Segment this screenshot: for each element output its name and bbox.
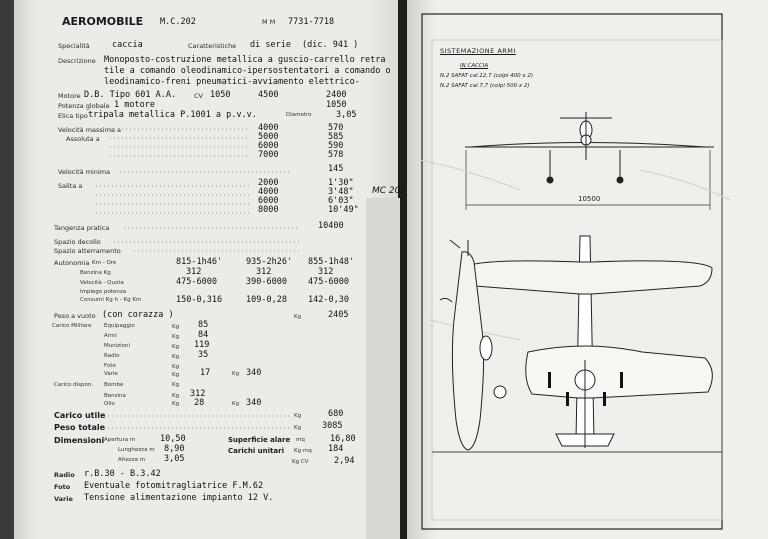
span-dim-label: 10500 <box>578 195 601 203</box>
motore-label: Motore <box>58 92 81 100</box>
kg-unit: Kg <box>294 314 302 320</box>
foto-value: Eventuale fotomitragliatrice F.M.62 <box>84 481 264 491</box>
salita-quota: 8000 <box>258 205 279 215</box>
kg-unit: Kg <box>294 425 302 431</box>
kg-unit: Kg <box>172 382 180 388</box>
militare-row-value: 85 <box>198 320 209 330</box>
peso-totale-value: 3085 <box>322 421 343 431</box>
kg-unit: Kg <box>172 393 180 399</box>
dimensioni-label: Dimensioni <box>54 436 105 445</box>
salita-quota: 6000 <box>258 196 279 206</box>
carico-militare-label: Carico Militare <box>52 323 92 329</box>
salita-tempo: 3'48" <box>328 187 354 197</box>
autonomia-consumi: 150-0,316 <box>176 295 223 305</box>
tangenza-value: 10400 <box>318 221 344 231</box>
olio-value: 28 <box>194 398 205 408</box>
salita-tempo: 1'30" <box>328 178 354 188</box>
impiego-label: Impiego potenza <box>80 289 127 295</box>
militare-row-label: Radio <box>104 353 120 359</box>
motore-m: 2400 <box>326 90 347 100</box>
carico-utile-label: Carico utile <box>54 411 106 420</box>
varie-value: Tensione alimentazione impianto 12 V. <box>84 493 274 503</box>
kg-unit: Kg <box>172 334 180 340</box>
atterramento-label: Spazio atterramento <box>54 247 121 255</box>
sistemazione-title: SISTEMAZIONE ARMI <box>440 47 516 55</box>
kg-unit: Kg <box>294 413 302 419</box>
caratteristiche-note: (dic. 941 ) <box>302 40 359 50</box>
vel-minima-label: Velocità minima <box>58 168 111 176</box>
radio-label: Radio <box>54 471 75 479</box>
autonomia-consumi: 142-0,30 <box>308 295 349 305</box>
specialita-label: Specialità <box>58 42 90 50</box>
velocita-quota: 4000 <box>258 123 279 133</box>
elica-value: tripala metallica P.1001 a p.v.v. <box>88 110 257 120</box>
olio-label: Olio <box>104 401 115 407</box>
vel-minima: 145 <box>328 164 344 174</box>
descrizione-label: Descrizione <box>58 57 96 65</box>
militare-row-value: 35 <box>198 350 209 360</box>
salita-quota: 2000 <box>258 178 279 188</box>
velocita-quota: 7000 <box>258 150 279 160</box>
kg-unit: Kg <box>232 371 240 377</box>
autonomia-km: 855-1h48' <box>308 257 355 267</box>
salita-tempo: 10'49" <box>328 205 359 215</box>
autonomia-km: 935-2h26' <box>246 257 293 267</box>
motore-value: D.B. Tipo 601 A.A. <box>84 90 177 100</box>
carico-dispon-label: Carico dispon. <box>54 382 94 388</box>
descrizione-line-2: tile a comando oleodinamico-ipersostentatori a comando o <box>104 66 391 76</box>
superficie-unit: mq <box>296 437 305 443</box>
kg-unit: Kg <box>232 401 240 407</box>
kg-unit: Kg <box>172 372 180 378</box>
peso-vuoto-note: (con corazza ) <box>102 310 174 320</box>
decollo-label: Spazio decollo <box>54 238 101 246</box>
salita-quota: 4000 <box>258 187 279 197</box>
apertura-label: Apertura m <box>104 437 136 443</box>
lunghezza-label: Lunghezza m <box>118 447 155 453</box>
radio-value: r.B.30 - B.3.42 <box>84 469 161 479</box>
carichi-label: Carichi unitari <box>228 447 284 455</box>
superficie-value: 16,80 <box>330 434 356 444</box>
velocita-quota: 6000 <box>258 141 279 151</box>
velocita-value: 578 <box>328 150 344 160</box>
peso-vuoto-label: Peso a vuoto <box>54 312 96 320</box>
lunghezza-value: 8,90 <box>164 444 185 454</box>
elica-diametro-label: Diametro <box>286 112 312 118</box>
foto-label: Foto <box>54 483 71 491</box>
militare-row-value: 17 <box>200 368 211 378</box>
salita-tempo: 6'03" <box>328 196 354 206</box>
benzina-label: Benzina Kg <box>80 270 111 276</box>
velocita-value: 585 <box>328 132 344 142</box>
militare-row-label: Foto <box>104 363 116 369</box>
velocita-label: Velocità massima a <box>58 126 121 134</box>
armi-line-1: N.2 SAFAT cal.12,7 (colpi 400 x 2) <box>440 73 534 79</box>
velocita-quota: 5000 <box>258 132 279 142</box>
mm-label: M M <box>262 18 276 26</box>
motore-cv-label: CV <box>194 92 203 100</box>
descrizione-line-3: leodinamico-freni pneumatici-avviamento elettrico- <box>104 77 360 87</box>
carichi-value-1: 184 <box>328 444 344 454</box>
consumi-label: Consumi Kg h - Kg Km <box>80 297 142 303</box>
kg-unit: Kg <box>172 401 180 407</box>
potenza-cv: 1050 <box>326 100 347 110</box>
militare-row-label: Armi <box>104 333 117 339</box>
superficie-label: Superficie alare <box>228 436 291 444</box>
caratteristiche-value: di serie <box>250 40 291 50</box>
autonomia-benzina: 312 <box>186 267 202 277</box>
sheet-title: AEROMOBILE <box>62 15 144 28</box>
model-value: M.C.202 <box>160 17 196 27</box>
militare-row-label: Varie <box>104 371 118 377</box>
kg-unit: Kg <box>172 354 180 360</box>
autonomia-consumi: 109-0,28 <box>246 295 287 305</box>
specialita-value: caccia <box>112 40 143 50</box>
velocita-value: 590 <box>328 141 344 151</box>
benzina-value: 312 <box>190 389 206 399</box>
peso-totale-label: Peso totale <box>54 423 106 432</box>
elica-diametro: 3,05 <box>336 110 357 120</box>
assoluta-label: Assoluta a <box>66 135 100 143</box>
autonomia-quota: 475-6000 <box>176 277 217 287</box>
autonomia-quota: 390-6000 <box>246 277 287 287</box>
potenza-label: Potenza globale <box>58 102 110 110</box>
militare-row-label: Equipaggio <box>104 323 135 329</box>
elica-label: Elica tipo <box>58 112 88 120</box>
carichi-unit: Kg mq <box>294 448 312 454</box>
plan-view-aircraft <box>464 236 712 448</box>
autonomia-km: 815-1h46' <box>176 257 223 267</box>
autonomia-benzina: 312 <box>256 267 272 277</box>
kg-unit: Kg <box>172 344 180 350</box>
velocita-value: 570 <box>328 123 344 133</box>
salita-label: Salita a <box>58 182 83 190</box>
militare-row-label: Munizioni <box>104 343 131 349</box>
autonomia-km-label: Km - Ore <box>92 260 117 266</box>
militare-row-value: 119 <box>194 340 210 350</box>
carico-utile-value: 680 <box>328 409 344 419</box>
front-view-aircraft <box>465 112 714 183</box>
mm-value: 7731-7718 <box>288 17 335 27</box>
dispon-total: 340 <box>246 398 262 408</box>
militare-total: 340 <box>246 368 262 378</box>
benzina2-label: Benzina <box>104 393 126 399</box>
autonomia-label: Autonomia <box>54 259 90 267</box>
bombe-label: Bombe <box>104 382 124 388</box>
autonomia-quota: 475-6000 <box>308 277 349 287</box>
altezza-label: Altezza m <box>118 457 146 463</box>
strip-label: MC 202 <box>372 186 407 196</box>
peso-vuoto-value: 2405 <box>328 310 349 320</box>
varie-label: Varie <box>54 495 73 503</box>
apertura-value: 10,50 <box>160 434 186 444</box>
militare-row-value: 84 <box>198 330 209 340</box>
in-caccia-label: IN CACCIA <box>460 63 489 69</box>
tangenza-label: Tangenza pratica <box>54 224 110 232</box>
caratteristiche-label: Caratteristiche <box>188 42 237 50</box>
motore-cv: 1050 <box>210 90 231 100</box>
kg-unit: Kg <box>172 324 180 330</box>
armi-line-2: N.2 SAFAT cal.7,7 (colpi 500 x 2) <box>440 83 530 89</box>
carichi-unit-2: Kg CV <box>292 459 309 465</box>
altezza-value: 3,05 <box>164 454 185 464</box>
potenza-value: 1 motore <box>114 100 155 110</box>
motore-giri: 4500 <box>258 90 279 100</box>
kg-unit: Kg <box>172 364 180 370</box>
autonomia-benzina: 312 <box>318 267 334 277</box>
carichi-value-2: 2,94 <box>334 456 355 466</box>
vel-quota-label: Velocità - Quota <box>80 280 124 286</box>
descrizione-line-1: Monoposto-costruzione metallica a guscio-carrello retra <box>104 55 386 65</box>
